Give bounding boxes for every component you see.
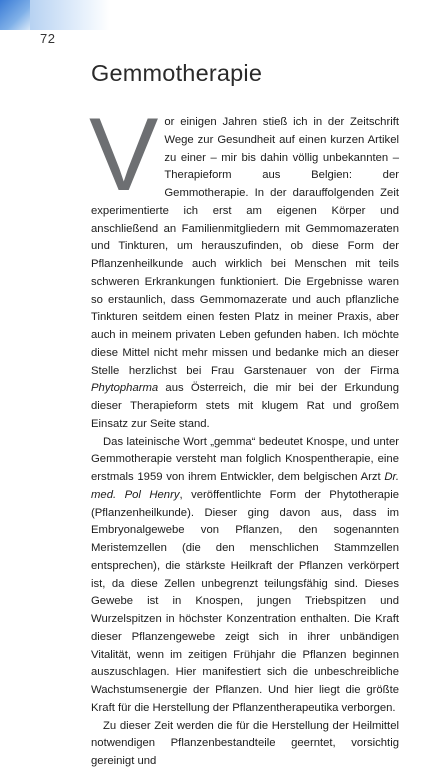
paragraph-2 bbox=[91, 434, 399, 718]
paragraph-1-text-b: aus Österreich, die mir bei der Erkundung dieser Therapieform stets mit klugem Rat und großem Einsatz zur Seite stand. bbox=[91, 382, 399, 430]
article-body bbox=[89, 97, 399, 771]
paragraph-3: Zu dieser Zeit werden die für die Herstellung der Heilmittel notwendigen Pflanzenbestandteile geerntet, vorsichtig gereinigt und bbox=[91, 719, 399, 767]
paragraph-1 bbox=[89, 97, 399, 434]
paragraph-2-text-a: Das lateinische Wort „gemma“ bedeutet Knospe, und unter Gemmotherapie versteht man folglich Knospentherapie, eine erstmals 1959 von ihrem Entwickler, dem belgischen Arzt bbox=[91, 435, 399, 483]
drop-cap: V bbox=[89, 97, 159, 213]
page-number: 72 bbox=[40, 31, 56, 46]
paragraph-1-text-a: or einigen Jahren stieß ich in der Zeitschrift Wege zur Gesundheit auf einen kurzen Artikel zu einer – mir bis dahin völlig unbekannten – Therapieform aus Belgien: der Gemmotherapie. In der darauffolgenden Zeit experimentierte ich erst am eigenen Körper und anschließend an Familienmitgliedern mit Gemmomazeraten und Tinkturen, um herauszufinden, ob diese Form der Pflanzenheilkunde auch wirklich bei Menschen mit teils schweren Erkrankungen funktioniert. Die Ergebnisse waren so erstaunlich, dass Gemmomazerate und auch pflanzliche Tinkturen seitdem einen festen Platz in meiner Praxis, aber auch in meinem privaten Leben gefunden haben. Ich möchte diese Mittel nicht mehr missen und bedanke mich an dieser Stelle herzlichst bei Frau Garstenauer von der Firma bbox=[91, 116, 399, 377]
paragraph-2-text-b: , veröffentlichte Form der Phytotherapie (Pflanzenheilkunde). Dieser ging davon aus, dass im Embryonalgewebe von Pflanzen, den sogenannten Meristemzellen (die den menschlichen Stammzellen entsprechen), die stärkste Heilkraft der Pflanzen verkörpert ist, da diese Zellen unbegrenzt teilungsfähig sind. Dieses Gewebe ist in Knospen, jungen Triebspitzen und Wurzelspitzen in höchster Konzentration enthalten. Die Kraft dieser Pflanzengewebe zeigt sich in ihrer unbändigen Vitalität, wenn im zeitigen Frühjahr die Pflanzen beginnen auszuschlagen. Hier manifestiert sich die unbeschreibliche Wachstumsenergie der Pflanzen. Und hier liegt die größte Kraft für die Herstellung der Pflanzentherapeutika verborgen. bbox=[91, 488, 399, 714]
company-name: Phytopharma bbox=[91, 382, 159, 395]
chapter-title: Gemmotherapie bbox=[91, 60, 263, 86]
doctor-name: Dr. med. Pol Henry bbox=[91, 471, 399, 501]
corner-color-tab bbox=[0, 0, 30, 30]
corner-gradient-band bbox=[30, 0, 110, 30]
